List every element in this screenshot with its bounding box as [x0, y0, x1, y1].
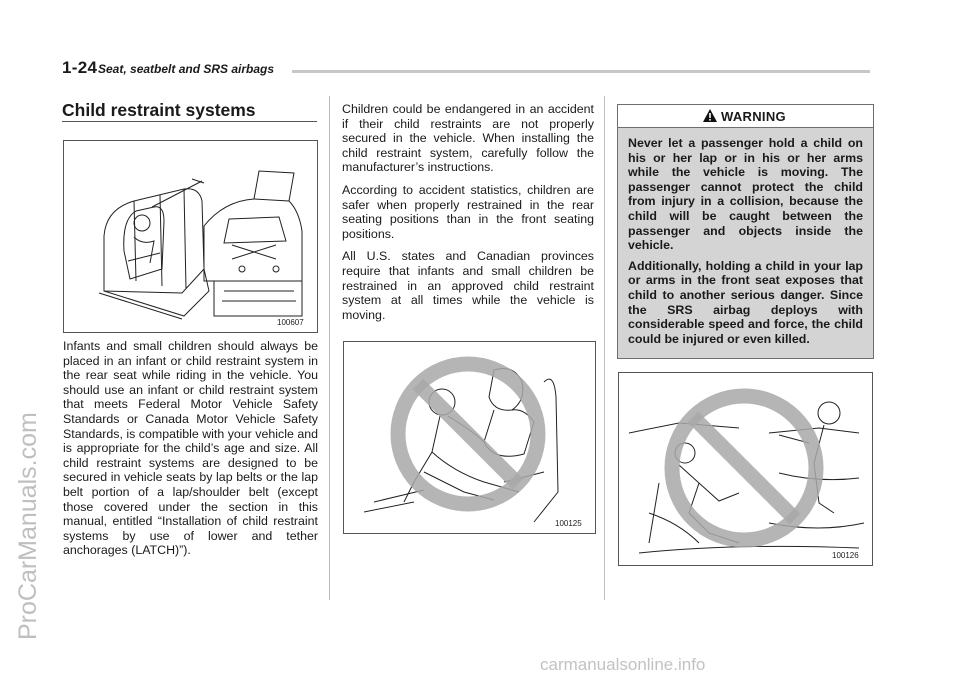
figure-lap-holding-prohibited [343, 341, 596, 534]
bottom-watermark: carmanualsonline.info [540, 655, 706, 674]
prohibited-child-impact-illustration [619, 373, 872, 565]
section-title: Child restraint systems [62, 100, 256, 120]
paragraph: According to accident statistics, children are safer when properly restrained in the rear seating positions than in the front seating positions. [342, 182, 594, 241]
prohibited-lap-holding-illustration [344, 342, 595, 533]
section-rule [62, 121, 317, 122]
header-rule [292, 70, 870, 73]
chapter-title: Seat, seatbelt and SRS airbags [98, 62, 275, 76]
left-body-text [63, 339, 318, 566]
column-divider [329, 96, 330, 600]
warning-paragraph: Additionally, holding a child in your lap or arms in the front seat exposes that child to another serious danger. Since the SRS airbag deploys with considerable speed and force, the child could be injured or even killed. [628, 258, 863, 346]
page-number: 1-24 [62, 58, 98, 77]
middle-body-text [342, 102, 594, 330]
warning-paragraph: Never let a passenger hold a child on his or her lap or in his or her arms while the vehicle is moving. The passenger cannot protect the child from injury in a collision, because the child will be caught between the passenger and objects inside the vehicle. [628, 136, 863, 253]
figure-code: 100126 [832, 551, 859, 560]
warning-text [628, 136, 863, 352]
side-watermark: ProCarManuals.com [14, 412, 42, 640]
paragraph: Infants and small children should always be placed in an infant or child restraint system in the rear seat while riding in the vehicle. You should use an infant or child restraint system that meets Federal Motor Vehicle Safety Standards or Canada Motor Vehicle Safety Standards, is compatible with your vehicle and is appropriate for the child’s age and size. All child restraint systems are designed to be secured in vehicle seats by lap belts or the lap belt portion of a lap/shoulder belt (except those covered under the section in this manual, entitled “Installation of child restraint systems by use of lower and tether anchorages (LATCH)”). [63, 339, 318, 558]
figure-code: 100607 [277, 318, 304, 327]
warning-triangle-icon [702, 108, 718, 123]
paragraph: All U.S. states and Canadian provinces require that infants and small children be restrained in an approved child restraint system at all times while the vehicle is moving. [342, 249, 594, 322]
warning-heading: WARNING [721, 109, 786, 124]
warning-header [618, 105, 873, 128]
paragraph: Children could be endangered in an accident if their child restraints are not properly secured in the vehicle. When installing the child restraint system, carefully follow the manufacturer’s instructions. [342, 102, 594, 175]
child-seat-and-cargo-anchor-illustration [64, 141, 317, 332]
figure-code: 100125 [555, 519, 582, 528]
warning-box [617, 104, 874, 359]
column-divider [604, 96, 605, 600]
figure-child-seat [63, 140, 318, 333]
figure-impact-prohibited [618, 372, 873, 566]
